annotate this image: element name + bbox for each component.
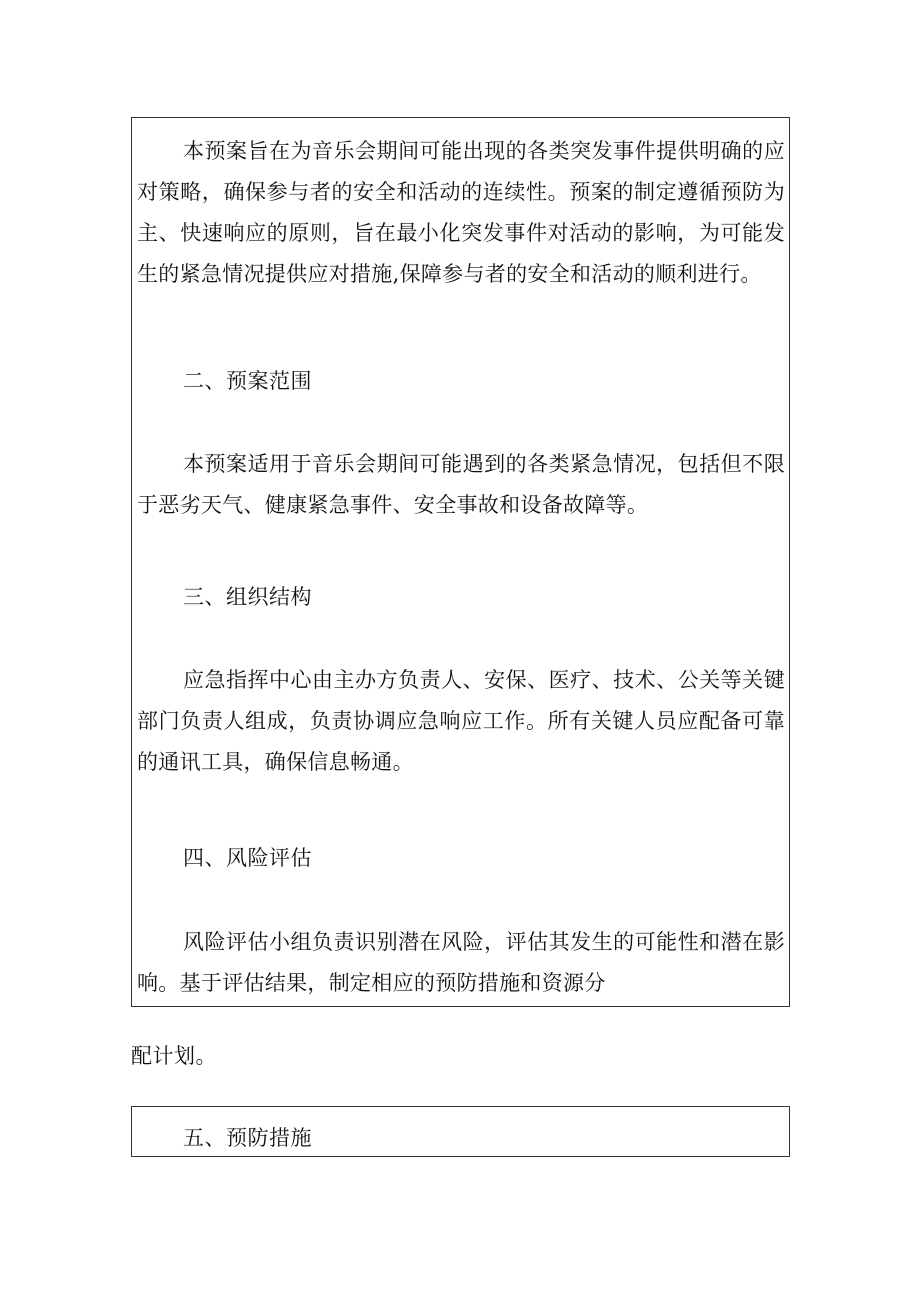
risk-continuation: 配计划。 — [131, 1044, 217, 1068]
risk-paragraph: 风险评估小组负责识别潜在风险，评估其发生的可能性和潜在影响。基于评估结果，制定相应的预防措施和资源分 — [137, 930, 785, 995]
intro-paragraph: 本预案旨在为音乐会期间可能出现的各类突发事件提供明确的应对策略，确保参与者的安全和活动的连续性。预案的制定遵循预防为主、快速响应的原则，旨在最小化突发事件对活动的影响，为可能发生的紧急情况提供应对措施,保障参与者的安全和活动的顺利进行。 — [137, 139, 785, 286]
scope-paragraph: 本预案适用于音乐会期间可能遇到的各类紧急情况，包括但不限于恶劣天气、健康紧急事件、安全事故和设备故障等。 — [137, 452, 785, 517]
prevention-heading: 五、预防措施 — [183, 1126, 312, 1150]
organization-heading: 三、组织结构 — [183, 585, 312, 609]
scope-heading: 二、预案范围 — [183, 369, 312, 393]
risk-heading: 四、风险评估 — [183, 846, 312, 870]
organization-paragraph: 应急指挥中心由主办方负责人、安保、医疗、技术、公关等关键部门负责人组成，负责协调应急响应工作。所有关键人员应配备可靠的通讯工具，确保信息畅通。 — [137, 668, 785, 774]
